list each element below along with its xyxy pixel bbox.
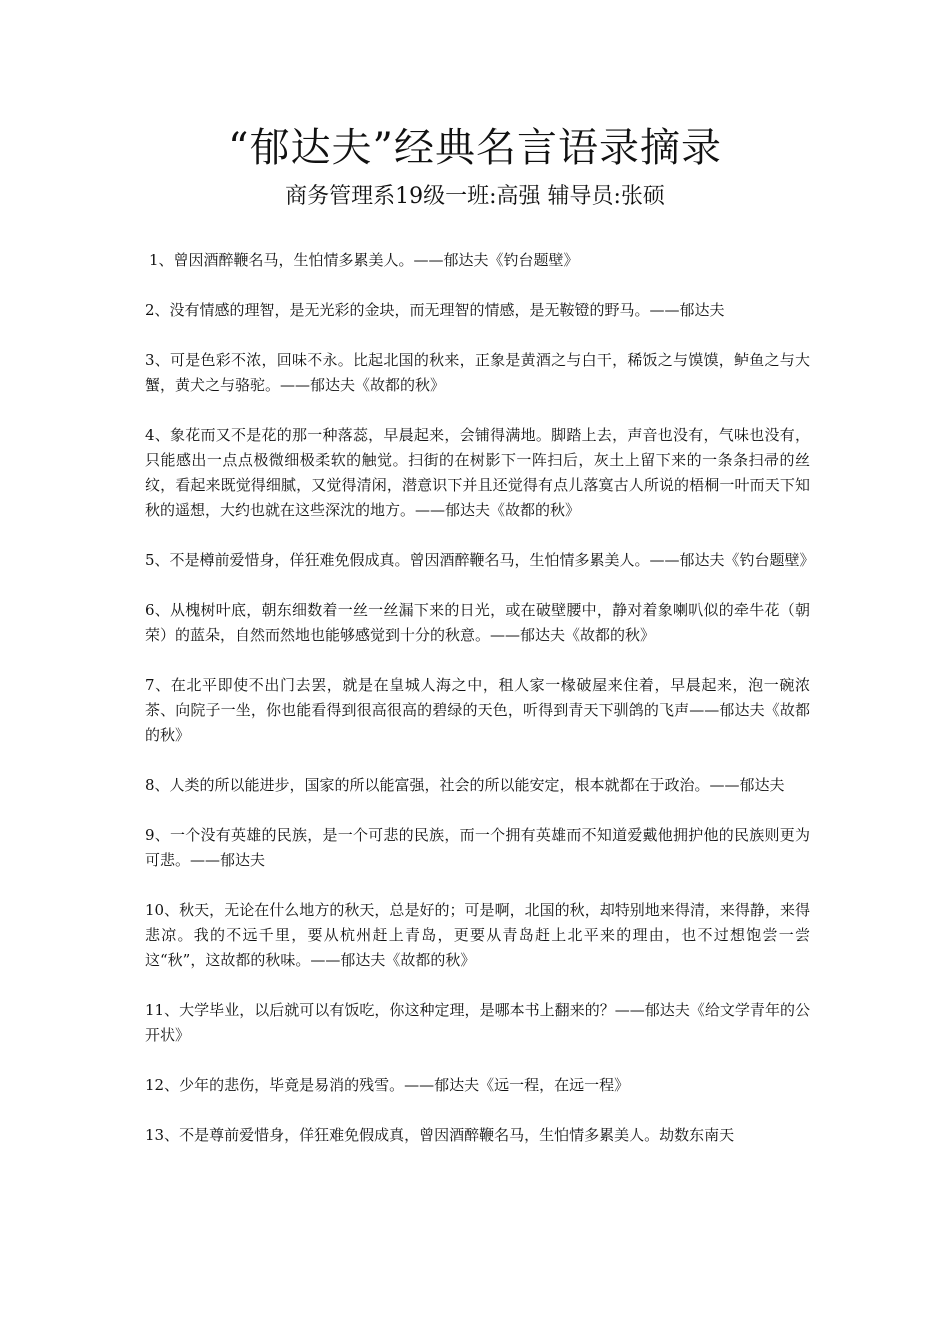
quote-item: 10、秋天，无论在什么地方的秋天，总是好的；可是啊，北国的秋，却特别地来得清，来得静，来得悲凉。我的不远千里，要从杭州赶上青岛，更要从青岛赶上北平来的理由，也不过想饱尝一尝这“秋”，这故都的秋味。——郁达夫《故都的秋》 [145,901,810,969]
quote-item: 2、没有情感的理智，是无光彩的金块，而无理智的情感，是无鞍镫的野马。——郁达夫 [145,301,725,319]
quote-list [145,248,815,1173]
quote-item: 4、象花而又不是花的那一种落蕊，早晨起来，会铺得满地。脚踏上去，声音也没有，气味也没有，只能感出一点点极微细极柔软的触觉。扫街的在树影下一阵扫后，灰土上留下来的一条条扫帚的丝纹，看起来既觉得细腻，又觉得清闲，潜意识下并且还觉得有点儿落寞古人所说的梧桐一叶而天下知秋的遥想，大约也就在这些深沈的地方。——郁达夫《故都的秋》 [145,426,810,519]
quote-item: 5、不是樽前爱惜身，佯狂难免假成真。曾因酒醉鞭名马，生怕情多累美人。——郁达夫《钓台题壁》 [145,551,815,569]
quote-item: 3、可是色彩不浓，回味不永。比起北国的秋来，正象是黄酒之与白干，稀饭之与馍馍，鲈鱼之与大蟹，黄犬之与骆驼。——郁达夫《故都的秋》 [145,351,810,394]
quote-item: 7、在北平即使不出门去罢，就是在皇城人海之中，租人家一椽破屋来住着，早晨起来，泡一碗浓茶、向院子一坐，你也能看得到很高很高的碧绿的天色，听得到青天下驯鸽的飞声——郁达夫《故都的秋》 [145,676,810,744]
document-title: “郁达夫”经典名言语录摘录 [228,125,722,171]
quote-item: 12、少年的悲伤，毕竟是易消的残雪。——郁达夫《远一程，在远一程》 [145,1076,630,1094]
quote-item: 6、从槐树叶底，朝东细数着一丝一丝漏下来的日光，或在破壁腰中，静对着象喇叭似的牵牛花（朝荣）的蓝朵，自然而然地也能够感觉到十分的秋意。——郁达夫《故都的秋》 [145,601,810,644]
quote-item: 13、不是尊前爱惜身，佯狂难免假成真，曾因酒醉鞭名马，生怕情多累美人。劫数东南天 [145,1126,735,1144]
quote-item: 9、一个没有英雄的民族，是一个可悲的民族，而一个拥有英雄而不知道爱戴他拥护他的民族则更为可悲。——郁达夫 [145,826,810,869]
quote-item: 11、大学毕业，以后就可以有饭吃，你这种定理，是哪本书上翻来的？——郁达夫《给文学青年的公开状》 [145,1001,810,1044]
quote-item: 8、人类的所以能进步，国家的所以能富强，社会的所以能安定，根本就都在于政治。——郁达夫 [145,776,785,794]
quote-item: 1、曾因酒醉鞭名马，生怕情多累美人。——郁达夫《钓台题壁》 [149,251,579,269]
document-subtitle: 商务管理系19级一班:高强 辅导员:张硕 [285,184,665,209]
